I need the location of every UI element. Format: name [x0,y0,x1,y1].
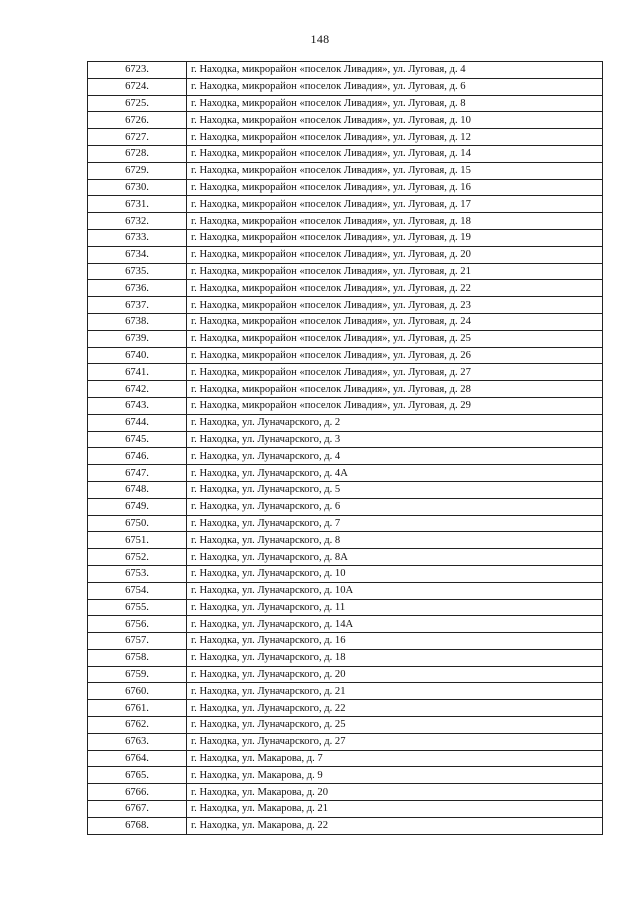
row-number: 6766. [88,784,187,801]
row-number: 6764. [88,750,187,767]
row-address: г. Находка, ул. Луначарского, д. 21 [187,683,603,700]
row-address: г. Находка, ул. Луначарского, д. 10А [187,582,603,599]
table-row [88,733,603,750]
table-row [88,78,603,95]
row-address: г. Находка, микрорайон «поселок Ливадия», ул. Луговая, д. 21 [187,263,603,280]
table-row [88,565,603,582]
table-row [88,767,603,784]
row-number: 6739. [88,330,187,347]
row-address: г. Находка, ул. Луначарского, д. 6 [187,498,603,515]
row-address: г. Находка, ул. Луначарского, д. 16 [187,633,603,650]
row-number: 6729. [88,162,187,179]
row-number: 6763. [88,733,187,750]
table-row [88,549,603,566]
row-number: 6728. [88,145,187,162]
table-row [88,145,603,162]
address-table [87,61,603,835]
row-address: г. Находка, ул. Луначарского, д. 14А [187,616,603,633]
row-number: 6723. [88,62,187,79]
row-number: 6730. [88,179,187,196]
table-row [88,700,603,717]
row-address: г. Находка, микрорайон «поселок Ливадия», ул. Луговая, д. 19 [187,229,603,246]
table-row [88,414,603,431]
row-address: г. Находка, микрорайон «поселок Ливадия», ул. Луговая, д. 27 [187,364,603,381]
row-number: 6762. [88,717,187,734]
row-address: г. Находка, микрорайон «поселок Ливадия», ул. Луговая, д. 25 [187,330,603,347]
row-address: г. Находка, ул. Макарова, д. 21 [187,801,603,818]
row-number: 6731. [88,196,187,213]
table-row [88,347,603,364]
row-number: 6741. [88,364,187,381]
row-address: г. Находка, микрорайон «поселок Ливадия», ул. Луговая, д. 17 [187,196,603,213]
row-number: 6759. [88,666,187,683]
row-number: 6724. [88,78,187,95]
row-address: г. Находка, ул. Луначарского, д. 22 [187,700,603,717]
row-number: 6734. [88,246,187,263]
row-address: г. Находка, ул. Луначарского, д. 8А [187,549,603,566]
table-row [88,397,603,414]
table-row [88,62,603,79]
table-row [88,162,603,179]
table-row [88,582,603,599]
row-number: 6737. [88,297,187,314]
table-row [88,784,603,801]
row-address: г. Находка, ул. Макарова, д. 7 [187,750,603,767]
table-row [88,364,603,381]
row-address: г. Находка, ул. Луначарского, д. 27 [187,733,603,750]
table-row [88,213,603,230]
row-address: г. Находка, ул. Луначарского, д. 18 [187,649,603,666]
row-number: 6726. [88,112,187,129]
row-address: г. Находка, ул. Макарова, д. 22 [187,817,603,834]
row-address: г. Находка, микрорайон «поселок Ливадия», ул. Луговая, д. 8 [187,95,603,112]
row-address: г. Находка, ул. Луначарского, д. 10 [187,565,603,582]
table-row [88,817,603,834]
row-number: 6750. [88,515,187,532]
row-address: г. Находка, микрорайон «поселок Ливадия», ул. Луговая, д. 23 [187,297,603,314]
row-number: 6755. [88,599,187,616]
address-table-body [88,62,603,835]
table-row [88,112,603,129]
row-number: 6749. [88,498,187,515]
row-address: г. Находка, ул. Луначарского, д. 5 [187,481,603,498]
table-row [88,246,603,263]
row-number: 6752. [88,549,187,566]
row-number: 6765. [88,767,187,784]
table-row [88,750,603,767]
row-address: г. Находка, микрорайон «поселок Ливадия», ул. Луговая, д. 15 [187,162,603,179]
page-number: 148 [310,32,330,46]
row-address: г. Находка, микрорайон «поселок Ливадия», ул. Луговая, д. 4 [187,62,603,79]
row-number: 6736. [88,280,187,297]
table-row [88,448,603,465]
table-row [88,599,603,616]
table-row [88,633,603,650]
row-number: 6743. [88,397,187,414]
row-address: г. Находка, ул. Макарова, д. 9 [187,767,603,784]
table-row [88,649,603,666]
row-number: 6742. [88,381,187,398]
row-number: 6756. [88,616,187,633]
table-row [88,431,603,448]
row-address: г. Находка, микрорайон «поселок Ливадия», ул. Луговая, д. 16 [187,179,603,196]
row-address: г. Находка, микрорайон «поселок Ливадия», ул. Луговая, д. 20 [187,246,603,263]
table-row [88,801,603,818]
row-number: 6748. [88,481,187,498]
row-address: г. Находка, ул. Луначарского, д. 11 [187,599,603,616]
table-row [88,465,603,482]
row-address: г. Находка, микрорайон «поселок Ливадия», ул. Луговая, д. 18 [187,213,603,230]
row-address: г. Находка, микрорайон «поселок Ливадия», ул. Луговая, д. 26 [187,347,603,364]
row-address: г. Находка, микрорайон «поселок Ливадия», ул. Луговая, д. 28 [187,381,603,398]
table-row [88,95,603,112]
row-number: 6754. [88,582,187,599]
row-number: 6753. [88,565,187,582]
row-address: г. Находка, ул. Луначарского, д. 3 [187,431,603,448]
table-row [88,280,603,297]
table-row [88,129,603,146]
row-address: г. Находка, ул. Луначарского, д. 4А [187,465,603,482]
row-number: 6744. [88,414,187,431]
table-row [88,381,603,398]
table-row [88,717,603,734]
row-address: г. Находка, микрорайон «поселок Ливадия», ул. Луговая, д. 14 [187,145,603,162]
row-number: 6732. [88,213,187,230]
row-number: 6760. [88,683,187,700]
table-row [88,297,603,314]
table-row [88,532,603,549]
row-address: г. Находка, микрорайон «поселок Ливадия», ул. Луговая, д. 22 [187,280,603,297]
row-address: г. Находка, микрорайон «поселок Ливадия», ул. Луговая, д. 24 [187,313,603,330]
row-address: г. Находка, ул. Луначарского, д. 8 [187,532,603,549]
row-number: 6746. [88,448,187,465]
table-row [88,179,603,196]
table-row [88,229,603,246]
row-address: г. Находка, микрорайон «поселок Ливадия», ул. Луговая, д. 12 [187,129,603,146]
row-address: г. Находка, ул. Луначарского, д. 7 [187,515,603,532]
row-number: 6757. [88,633,187,650]
row-number: 6735. [88,263,187,280]
row-number: 6761. [88,700,187,717]
row-number: 6740. [88,347,187,364]
row-address: г. Находка, ул. Луначарского, д. 25 [187,717,603,734]
table-row [88,683,603,700]
row-number: 6751. [88,532,187,549]
row-address: г. Находка, ул. Луначарского, д. 4 [187,448,603,465]
row-number: 6758. [88,649,187,666]
table-row [88,330,603,347]
row-address: г. Находка, микрорайон «поселок Ливадия», ул. Луговая, д. 29 [187,397,603,414]
table-row [88,263,603,280]
row-address: г. Находка, микрорайон «поселок Ливадия», ул. Луговая, д. 10 [187,112,603,129]
row-address: г. Находка, микрорайон «поселок Ливадия», ул. Луговая, д. 6 [187,78,603,95]
table-row [88,666,603,683]
table-row [88,515,603,532]
table-row [88,616,603,633]
row-number: 6727. [88,129,187,146]
table-row [88,196,603,213]
row-address: г. Находка, ул. Луначарского, д. 2 [187,414,603,431]
row-number: 6733. [88,229,187,246]
row-address: г. Находка, ул. Макарова, д. 20 [187,784,603,801]
table-row [88,481,603,498]
row-number: 6768. [88,817,187,834]
table-row [88,313,603,330]
row-number: 6747. [88,465,187,482]
row-number: 6745. [88,431,187,448]
row-number: 6738. [88,313,187,330]
row-number: 6725. [88,95,187,112]
table-row [88,498,603,515]
row-number: 6767. [88,801,187,818]
row-address: г. Находка, ул. Луначарского, д. 20 [187,666,603,683]
